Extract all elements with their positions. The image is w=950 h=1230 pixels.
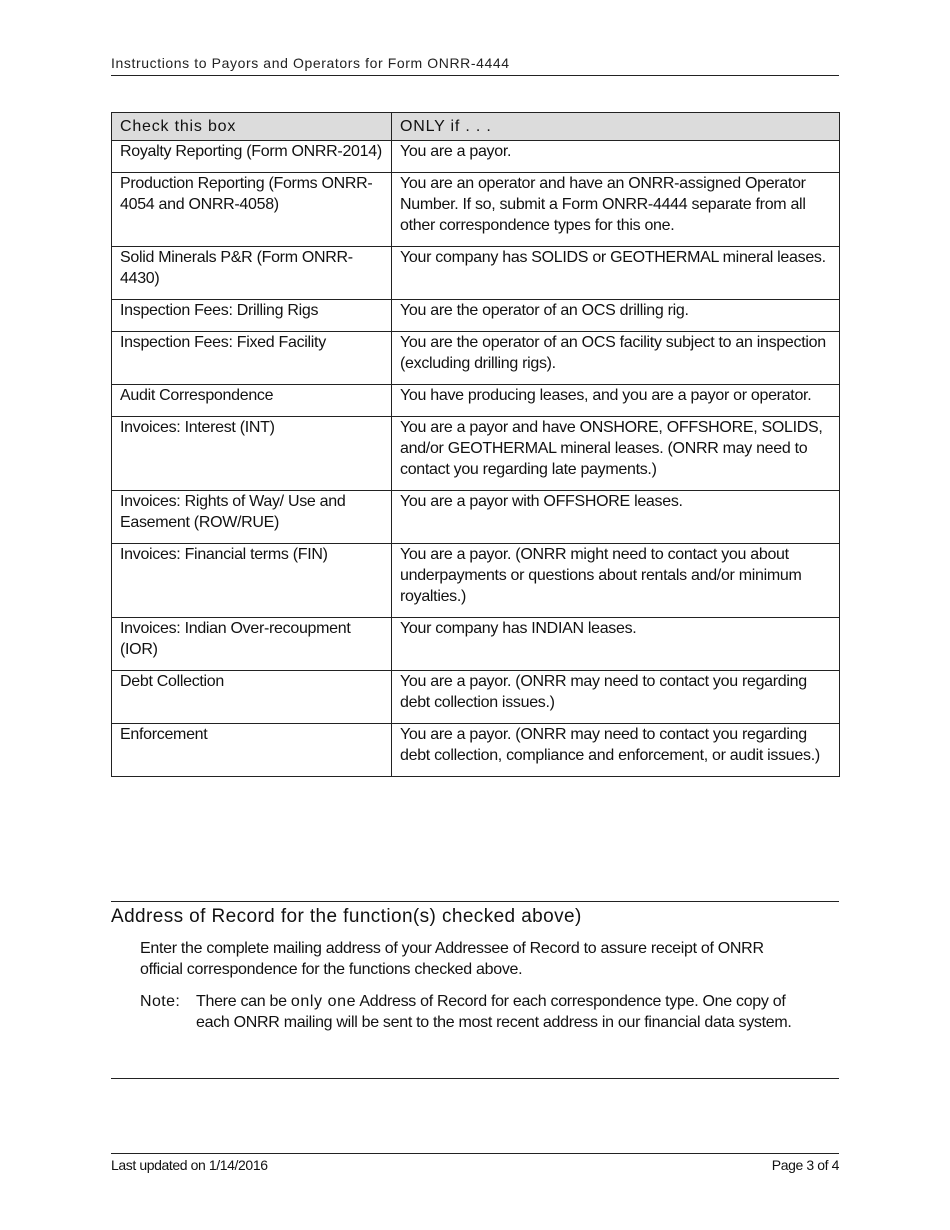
function-cell: Invoices: Interest (INT) <box>112 417 392 491</box>
function-cell: Invoices: Indian Over-recoupment (IOR) <box>112 618 392 671</box>
function-cell: Debt Collection <box>112 671 392 724</box>
column-header-check: Check this box <box>112 113 392 141</box>
table-row <box>112 618 840 671</box>
condition-cell: You are a payor. <box>392 141 840 173</box>
page-header <box>111 55 839 76</box>
note-emphasis: only one <box>290 993 357 1010</box>
table-row <box>112 141 840 173</box>
column-header-only-if: ONLY if . . . <box>392 113 840 141</box>
last-updated: Last updated on 1/14/2016 <box>111 1157 268 1173</box>
table-row <box>112 247 840 300</box>
address-of-record-section <box>111 901 839 1079</box>
condition-cell: You are a payor with OFFSHORE leases. <box>392 491 840 544</box>
condition-cell: You are a payor. (ONRR may need to contact you regarding debt collection issues.) <box>392 671 840 724</box>
condition-cell: Your company has INDIAN leases. <box>392 618 840 671</box>
condition-cell: You are a payor and have ONSHORE, OFFSHORE, SOLIDS, and/or GEOTHERMAL mineral leases. (ONRR may need to contact you regarding late payments.) <box>392 417 840 491</box>
function-cell: Invoices: Rights of Way/ Use and Easement (ROW/RUE) <box>112 491 392 544</box>
function-cell: Invoices: Financial terms (FIN) <box>112 544 392 618</box>
condition-cell: You are an operator and have an ONRR-assigned Operator Number. If so, submit a Form ONRR-4444 separate from all other correspondence types for this one. <box>392 173 840 247</box>
table-row <box>112 173 840 247</box>
condition-cell: You are a payor. (ONRR may need to contact you regarding debt collection, compliance and enforcement, or audit issues.) <box>392 724 840 777</box>
condition-cell: You have producing leases, and you are a payor or operator. <box>392 385 840 417</box>
section-title: Address of Record for the function(s) checked above) <box>111 906 582 927</box>
table-row <box>112 332 840 385</box>
condition-cell: You are the operator of an OCS drilling rig. <box>392 300 840 332</box>
function-cell: Audit Correspondence <box>112 385 392 417</box>
note-text-pre: There can be <box>196 993 291 1010</box>
table-row <box>112 671 840 724</box>
section-body: Enter the complete mailing address of your Addressee of Record to assure receipt of ONRR official correspondence for the functions checked above. <box>140 940 764 978</box>
table-header-row <box>112 113 840 141</box>
condition-cell: You are a payor. (ONRR might need to contact you about underpayments or questions about rentals and/or minimum royalties.) <box>392 544 840 618</box>
table-row <box>112 300 840 332</box>
table-row <box>112 385 840 417</box>
note-text <box>196 991 800 1033</box>
table-row <box>112 491 840 544</box>
table-row <box>112 544 840 618</box>
function-cell: Solid Minerals P&R (Form ONRR-4430) <box>112 247 392 300</box>
function-cell: Inspection Fees: Drilling Rigs <box>112 300 392 332</box>
note-label: Note: <box>140 993 181 1010</box>
function-cell: Production Reporting (Forms ONRR-4054 and ONRR-4058) <box>112 173 392 247</box>
note-text-post: Address of Record for each correspondence type. One copy of each ONRR mailing will be sent to the most recent address in our financial data system. <box>196 993 792 1031</box>
header-title: Instructions to Payors and Operators for Form ONRR-4444 <box>111 55 510 71</box>
condition-cell: You are the operator of an OCS facility subject to an inspection (excluding drilling rigs). <box>392 332 840 385</box>
function-cell: Enforcement <box>112 724 392 777</box>
table-row <box>112 417 840 491</box>
page-footer <box>111 1153 839 1176</box>
function-cell: Inspection Fees: Fixed Facility <box>112 332 392 385</box>
page-number: Page 3 of 4 <box>771 1157 839 1173</box>
function-cell: Royalty Reporting (Form ONRR-2014) <box>112 141 392 173</box>
correspondence-table <box>111 112 840 777</box>
condition-cell: Your company has SOLIDS or GEOTHERMAL mineral leases. <box>392 247 840 300</box>
table-row <box>112 724 840 777</box>
